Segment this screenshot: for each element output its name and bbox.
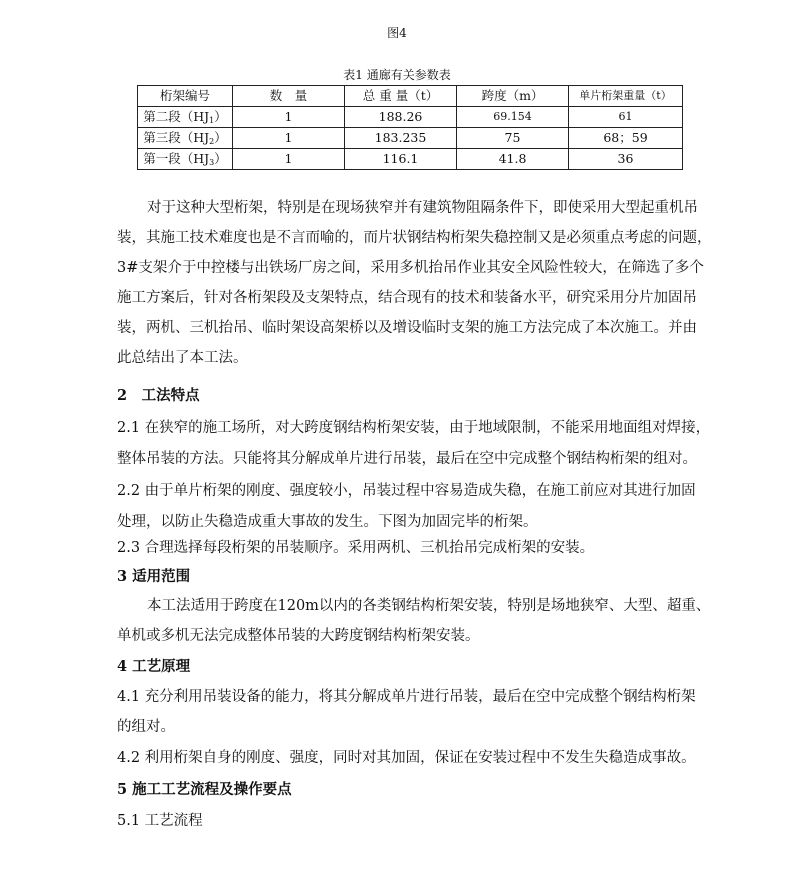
truss-id-cell: 第三段$(HJ_2)$ bbox=[138, 128, 233, 149]
parameters-table bbox=[137, 85, 683, 170]
figure-label: 图4 bbox=[387, 26, 407, 40]
section-5-heading: 5 施工工艺流程及操作要点 bbox=[117, 781, 292, 798]
table-row bbox=[138, 149, 683, 170]
intro-line: 装，其施工技术难度也是不言而喻的，而片状钢结构桁架失稳控制又是必须重点考虑的问题， bbox=[117, 230, 712, 246]
quantity-cell: 1 bbox=[233, 128, 345, 149]
span-cell: 75 bbox=[457, 128, 569, 149]
section-4-1-line: 的组对。 bbox=[117, 719, 175, 735]
section-2-1-line: 整体吊装的方法。只能将其分解成单片进行吊装，最后在空中完成整个钢结构桁架的组对。 bbox=[117, 451, 697, 467]
span-cell: 69.154 bbox=[457, 107, 569, 128]
single-weight-cell: 68；59 bbox=[569, 128, 683, 149]
section-4-2-line: 4.2 利用桁架自身的刚度、强度，同时对其加固，保证在安装过程中不发生失稳造成事故。 bbox=[117, 750, 696, 766]
section-5-1-line: 5.1 工艺流程 bbox=[117, 813, 203, 829]
section-2-2-line: 2.2 由于单片桁架的刚度、强度较小，吊装过程中容易造成失稳，在施工前应对其进行加固 bbox=[117, 483, 696, 499]
intro-line: 施工方案后，针对各桁架段及支架特点，结合现有的技术和装备水平，研究采用分片加固吊 bbox=[117, 290, 697, 306]
section-2-heading: 2 工法特点 bbox=[117, 387, 200, 404]
section-3-heading: 3 适用范围 bbox=[117, 568, 191, 585]
section-4-1-line: 4.1 充分利用吊装设备的能力，将其分解成单片进行吊装，最后在空中完成整个钢结构桁架 bbox=[117, 689, 696, 705]
span-cell: 41.8 bbox=[457, 149, 569, 170]
table-header-row bbox=[138, 86, 683, 107]
section-3-line: 单机或多机无法完成整体吊装的大跨度钢结构桁架安装。 bbox=[117, 628, 480, 644]
table-caption: 表1 通廊有关参数表 bbox=[343, 68, 451, 82]
section-2-1-line: 2.1 在狭窄的施工场所，对大跨度钢结构桁架安装，由于地域限制，不能采用地面组对焊接， bbox=[117, 420, 711, 436]
single-weight-cell: 36 bbox=[569, 149, 683, 170]
single-weight-cell: 61 bbox=[569, 107, 683, 128]
table-header: 桁架编号 bbox=[138, 86, 233, 107]
section-4-heading: 4 工艺原理 bbox=[117, 658, 191, 675]
table-header: 总 重 量（t） bbox=[345, 86, 457, 107]
table-header: 单片桁架重量（t） bbox=[569, 86, 683, 107]
intro-line: 3#支架介于中控楼与出铁场厂房之间，采用多机抬吊作业其安全风险性较大，在筛选了多个 bbox=[117, 260, 704, 276]
intro-line: 对于这种大型桁架，特别是在现场狭窄并有建筑物阻隔条件下，即使采用大型起重机吊 bbox=[147, 200, 698, 216]
table-header: 跨度（m） bbox=[457, 86, 569, 107]
table-row bbox=[138, 107, 683, 128]
intro-line: 装，两机、三机抬吊、临时架设高架桥以及增设临时支架的施工方法完成了本次施工。并由 bbox=[117, 320, 697, 336]
total-weight-cell: 188.26 bbox=[345, 107, 457, 128]
total-weight-cell: 116.1 bbox=[345, 149, 457, 170]
table-header: 数 量 bbox=[233, 86, 345, 107]
section-2-3-line: 2.3 合理选择每段桁架的吊装顺序。采用两机、三机抬吊完成桁架的安装。 bbox=[117, 540, 595, 556]
section-2-2-line: 处理，以防止失稳造成重大事故的发生。下图为加固完毕的桁架。 bbox=[117, 514, 538, 530]
truss-id-cell: 第一段$(HJ_3)$ bbox=[138, 149, 233, 170]
quantity-cell: 1 bbox=[233, 107, 345, 128]
quantity-cell: 1 bbox=[233, 149, 345, 170]
total-weight-cell: 183.235 bbox=[345, 128, 457, 149]
intro-line: 此总结出了本工法。 bbox=[117, 350, 248, 366]
truss-id-cell: 第二段$(HJ_1)$ bbox=[138, 107, 233, 128]
section-3-line: 本工法适用于跨度在120m以内的各类钢结构桁架安装，特别是场地狭窄、大型、超重、 bbox=[147, 598, 711, 614]
table-row bbox=[138, 128, 683, 149]
